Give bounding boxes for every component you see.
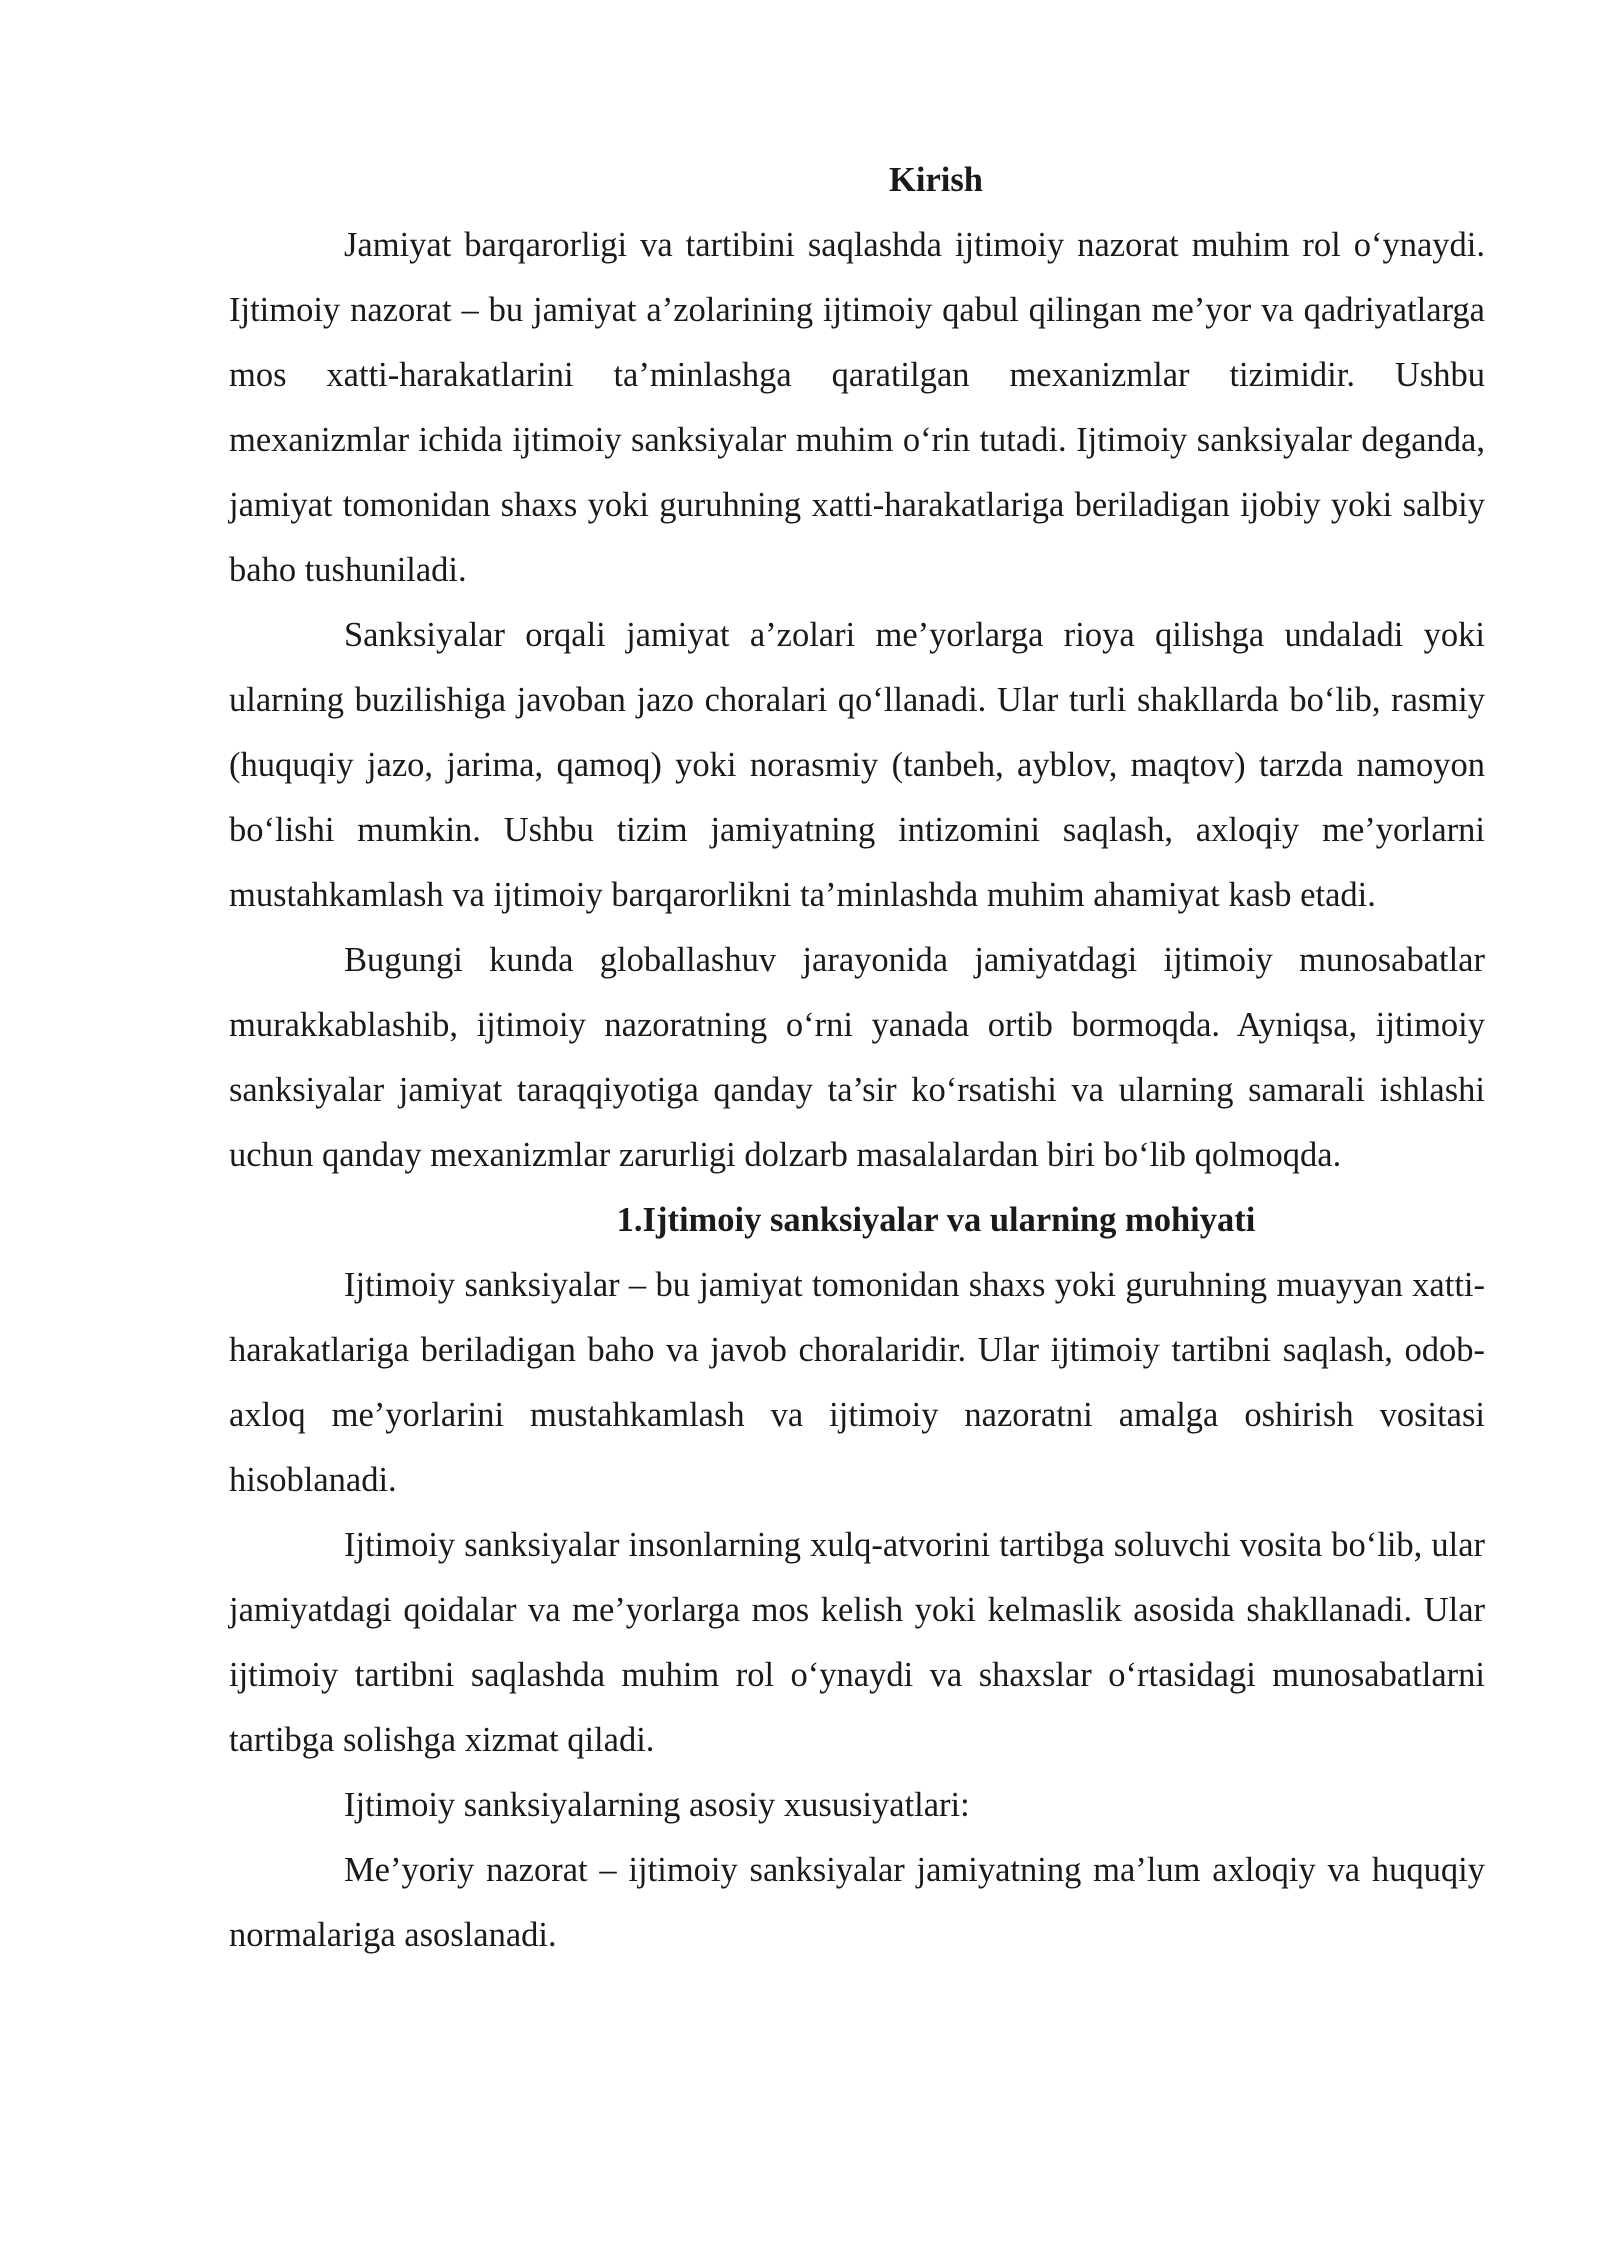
intro-paragraph-1: Jamiyat barqarorligi va tartibini saqlashda ijtimoiy nazorat muhim rol o‘ynaydi. Ijtimoiy nazorat – bu jamiyat a’zolarining ijtimoiy qabul qilingan me’yor va qadriyatlarga mos xatti-harakatlarini ta’minlashga qaratilgan mexanizmlar tizimidir. Ushbu mexanizmlar ichida ijtimoiy sanksiyalar muhim o‘rin tutadi. Ijtimoiy sanksiyalar deganda, jamiyat tomonidan shaxs yoki guruhning xatti-harakatlariga beriladigan ijobiy yoki salbiy baho tushuniladi. bbox=[229, 226, 1485, 589]
intro-paragraph-3: Bugungi kunda globallashuv jarayonida jamiyatdagi ijtimoiy munosabatlar murakkablashib, ijtimoiy nazoratning o‘rni yanada ortib bormoqda. Ayniqsa, ijtimoiy sanksiyalar jamiyat taraqqiyotiga qanday ta’sir ko‘rsatishi va ularning samarali ishlashi uchun qanday mexanizmlar zarurligi dolzarb masalalardan biri bo‘lib qolmoqda. bbox=[229, 941, 1485, 1174]
document-body bbox=[229, 148, 1485, 1968]
section-paragraph-2: Ijtimoiy sanksiyalar insonlarning xulq-atvorini tartibga soluvchi vosita bo‘lib, ular jamiyatdagi qoidalar va me’yorlarga mos kelish yoki kelmaslik asosida shakllanadi. Ular ijtimoiy tartibni saqlashda muhim rol o‘ynaydi va shaxslar o‘rtasidagi munosabatlarni tartibga solishga xizmat qiladi. bbox=[229, 1526, 1485, 1759]
section-paragraph-3: Ijtimoiy sanksiyalarning asosiy xususiyatlari: bbox=[344, 1786, 970, 1824]
section-paragraph-4: Me’yoriy nazorat – ijtimoiy sanksiyalar jamiyatning ma’lum axloqiy va huquqiy normalariga asoslanadi. bbox=[229, 1851, 1485, 1954]
section-paragraph-1: Ijtimoiy sanksiyalar – bu jamiyat tomonidan shaxs yoki guruhning muayyan xatti-harakatlariga beriladigan baho va javob choralaridir. Ular ijtimoiy tartibni saqlash, odob-axloq me’yorlarini mustahkamlash va ijtimoiy nazoratni amalga oshirish vositasi hisoblanadi. bbox=[229, 1266, 1485, 1499]
section-heading: 1.Ijtimoiy sanksiyalar va ularning mohiyati bbox=[616, 1201, 1256, 1239]
intro-paragraph-2: Sanksiyalar orqali jamiyat a’zolari me’yorlarga rioya qilishga undaladi yoki ularning buzilishiga javoban jazo choralari qo‘llanadi. Ular turli shakllarda bo‘lib, rasmiy (huquqiy jazo, jarima, qamoq) yoki norasmiy (tanbeh, ayblov, maqtov) tarzda namoyon bo‘lishi mumkin. Ushbu tizim jamiyatning intizomini saqlash, axloqiy me’yorlarni mustahkamlash va ijtimoiy barqarorlikni ta’minlashda muhim ahamiyat kasb etadi. bbox=[229, 616, 1485, 914]
document-title: Kirish bbox=[889, 161, 983, 199]
